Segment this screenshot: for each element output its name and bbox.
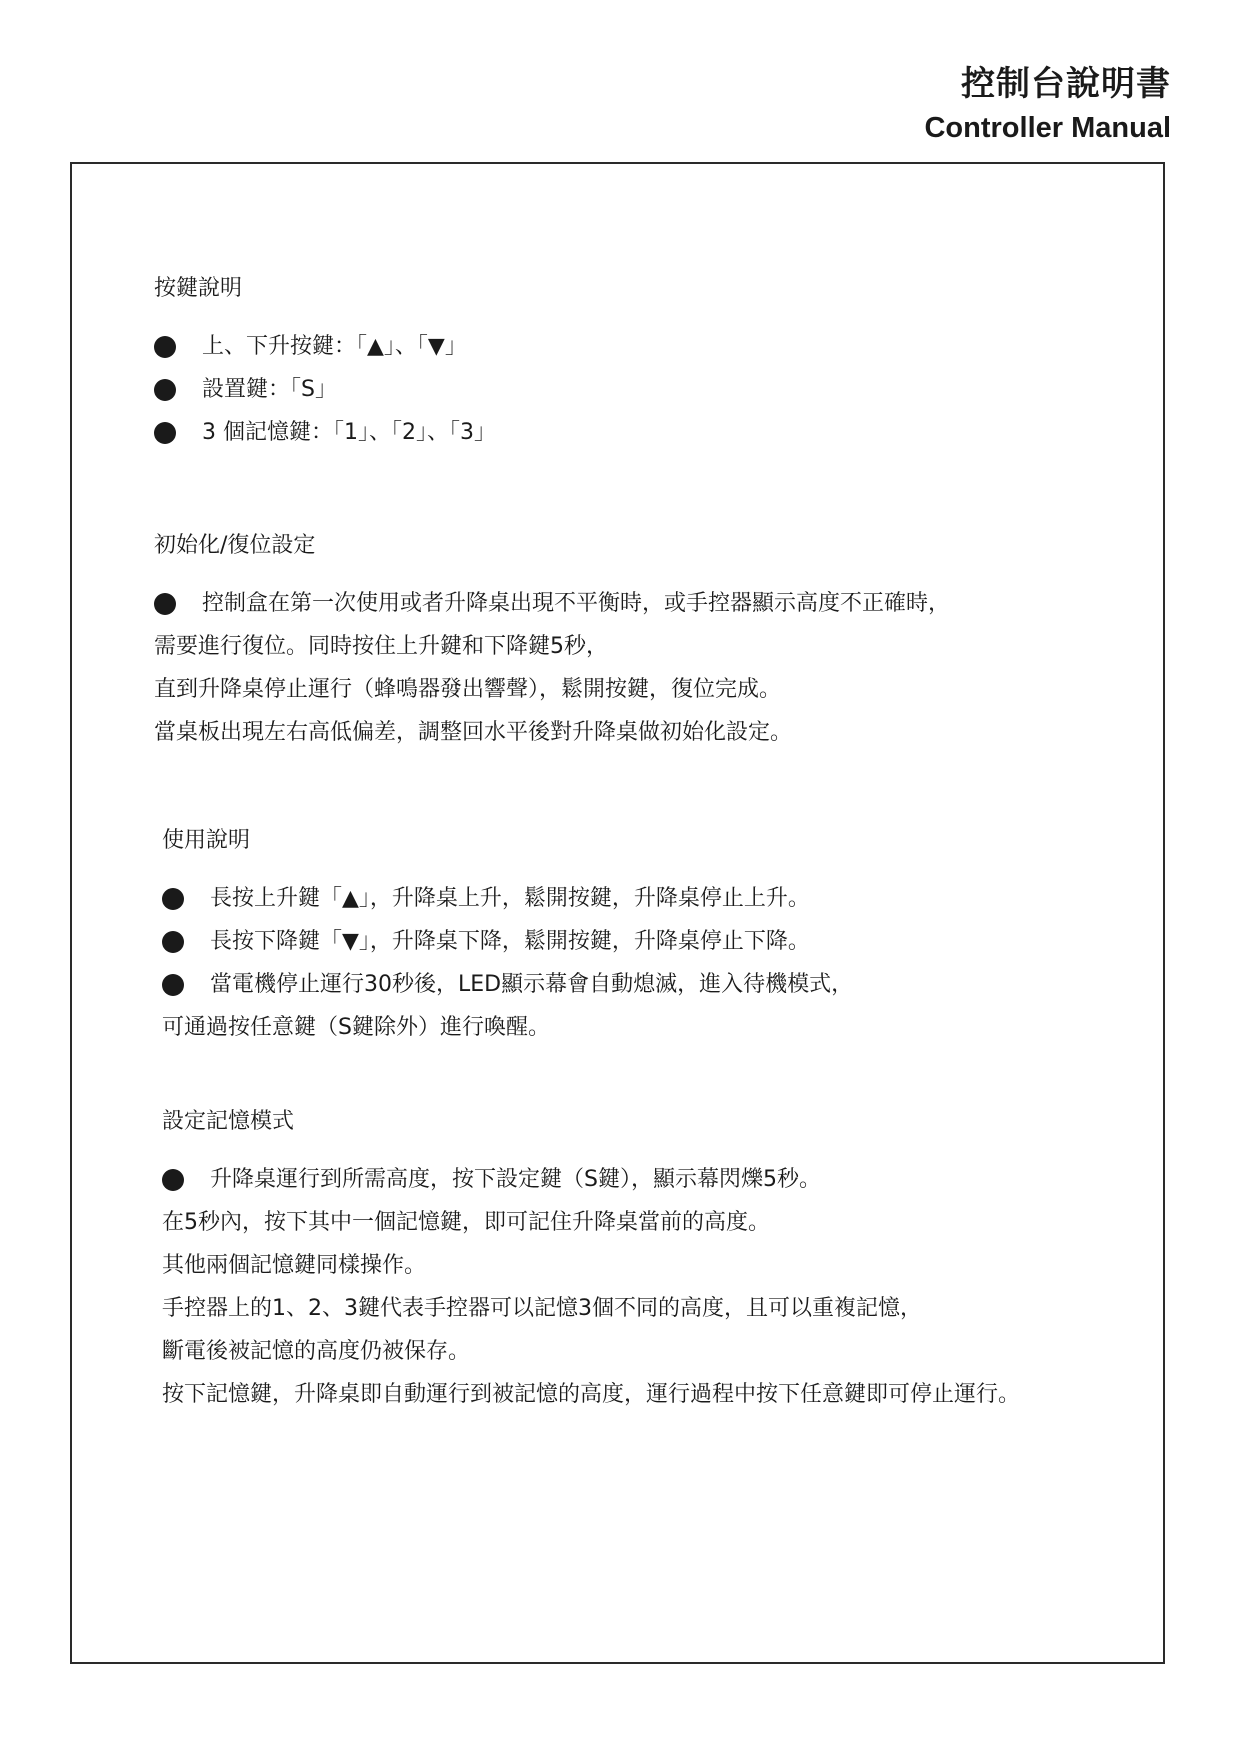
list-item-text: 長按下降鍵「▼」，升降桌下降，鬆開按鍵，升降桌停止下降。 xyxy=(210,929,810,954)
bullet-icon xyxy=(154,336,176,358)
header xyxy=(924,62,1171,148)
list-item xyxy=(162,884,1163,914)
list-item xyxy=(154,418,1163,448)
list-item xyxy=(162,1165,1163,1195)
paragraph-line xyxy=(162,1208,1163,1238)
paragraph-text: 需要進行復位。同時按住上升鍵和下降鍵5秒， xyxy=(154,634,608,659)
list-item-text: 升降桌運行到所需高度，按下設定鍵（S鍵），顯示幕閃爍5秒。 xyxy=(210,1167,821,1192)
paragraph-line xyxy=(162,1013,1163,1043)
bullet-icon xyxy=(162,931,184,953)
section-keys xyxy=(154,274,1163,448)
section-title: 使用說明 xyxy=(162,828,251,853)
paragraph-text: 其他兩個記憶鍵同樣操作。 xyxy=(162,1253,427,1278)
bullet-icon xyxy=(162,974,184,996)
paragraph-text: 手控器上的1、2、3鍵代表手控器可以記憶3個不同的高度，且可以重複記憶， xyxy=(162,1296,922,1321)
bullet-icon xyxy=(162,1169,184,1191)
bullet-icon xyxy=(154,593,176,615)
list-item xyxy=(162,927,1163,957)
section-title: 按鍵說明 xyxy=(154,276,243,301)
paragraph-line xyxy=(162,1251,1163,1281)
list-item-text: 控制盒在第一次使用或者升降桌出現不平衡時，或手控器顯示高度不正確時， xyxy=(202,591,951,616)
paragraph-line xyxy=(162,1294,1163,1324)
paragraph-line xyxy=(154,675,1163,705)
bullet-icon xyxy=(154,379,176,401)
list-item-text: 上、下升按鍵：「▲」、「▼」 xyxy=(202,334,467,359)
page-subtitle: Controller Manual xyxy=(924,112,1171,144)
list-item-text: 長按上升鍵「▲」，升降桌上升，鬆開按鍵，升降桌停止上升。 xyxy=(210,886,810,911)
paragraph-text: 當桌板出現左右高低偏差，調整回水平後對升降桌做初始化設定。 xyxy=(154,720,793,745)
list-item-text: 3 個記憶鍵：「1」、「2」、「3」 xyxy=(202,420,496,445)
content-frame xyxy=(70,162,1165,1664)
section-title: 設定記憶模式 xyxy=(162,1109,295,1134)
paragraph-text: 可通過按任意鍵（S鍵除外）進行喚醒。 xyxy=(162,1015,550,1040)
paragraph-line xyxy=(162,1380,1163,1410)
paragraph-text: 在5秒內，按下其中一個記憶鍵，即可記住升降桌當前的高度。 xyxy=(162,1210,770,1235)
section-usage xyxy=(162,826,1163,1043)
paragraph-text: 斷電後被記憶的高度仍被保存。 xyxy=(162,1339,471,1364)
paragraph-line xyxy=(154,632,1163,662)
list-item xyxy=(154,589,1163,619)
list-item xyxy=(162,970,1163,1000)
paragraph-line xyxy=(154,718,1163,748)
paragraph-text: 按下記憶鍵，升降桌即自動運行到被記憶的高度，運行過程中按下任意鍵即可停止運行。 xyxy=(162,1382,1021,1407)
bullet-icon xyxy=(154,422,176,444)
page-title: 控制台說明書 xyxy=(961,64,1171,104)
paragraph-line xyxy=(162,1337,1163,1367)
list-item xyxy=(154,332,1163,362)
paragraph-text: 直到升降桌停止運行（蜂鳴器發出響聲），鬆開按鍵，復位完成。 xyxy=(154,677,782,702)
section-title: 初始化/復位設定 xyxy=(154,533,316,558)
bullet-icon xyxy=(162,888,184,910)
list-item xyxy=(154,375,1163,405)
section-reset xyxy=(154,531,1163,748)
list-item-text: 當電機停止運行30秒後，LED顯示幕會自動熄滅，進入待機模式， xyxy=(210,972,854,997)
section-memory xyxy=(162,1107,1163,1410)
list-item-text: 設置鍵：「S」 xyxy=(202,377,337,402)
